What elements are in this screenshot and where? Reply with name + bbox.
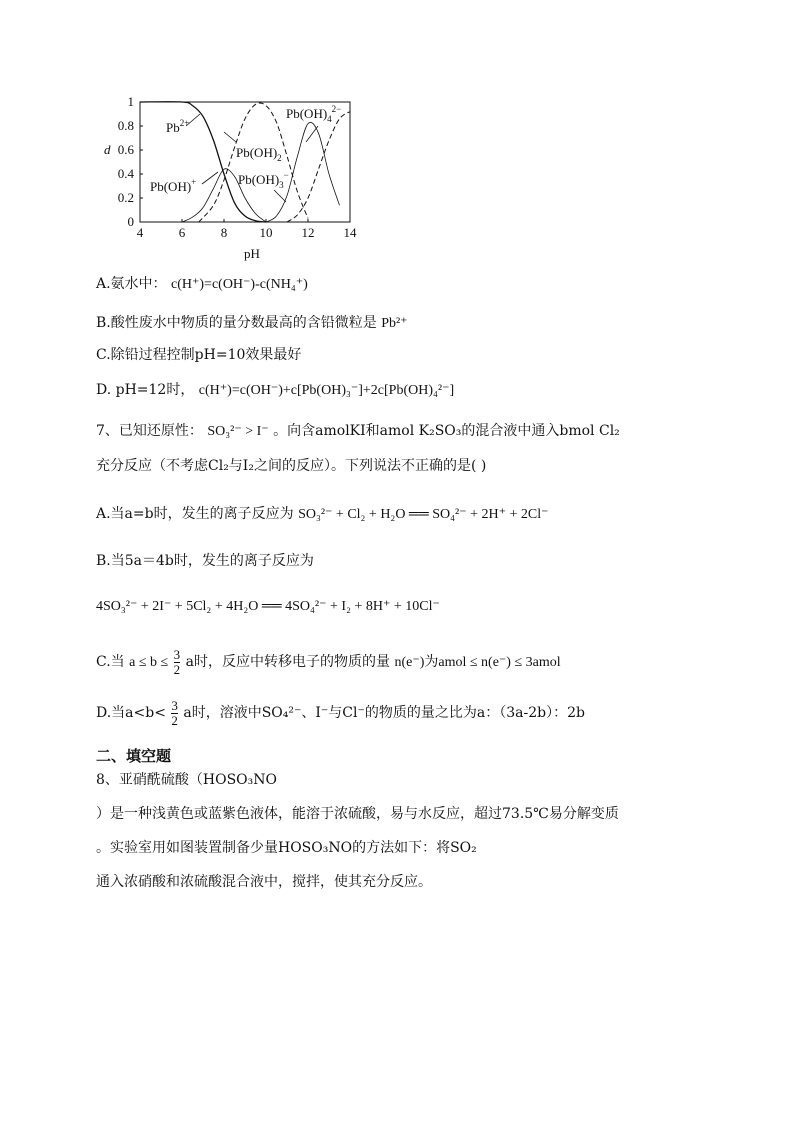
question-7-line-2 [96, 456, 486, 476]
question-8-line-3 [96, 838, 477, 858]
option-7b-text: B.当5a＝4b时，发生的离子反应为 [96, 553, 314, 569]
q7-stem: 充分反应（不考虑Cl₂与I₂之间的反应）。下列说法不正确的是( ) [96, 458, 487, 474]
option-7c-condition-left: a ≤ b ≤ [129, 655, 169, 670]
q8-line-1-text: 8、亚硝酰硫酸（HOSO₃NO [96, 772, 278, 788]
series-label: $Pb(OH)_4^{2-}$ [286, 104, 342, 124]
q8-line-3-text: 。实验室用如图装置制备少量HOSO₃NO的方法如下：将SO₂ [96, 840, 477, 856]
y-tick-label: 0.2 [117, 190, 134, 205]
option-6d-prefix: D. pH=12时， [96, 382, 195, 398]
question-8-line-1 [96, 770, 277, 790]
question-7-line-1 [96, 421, 620, 442]
question-8-line-4 [96, 872, 432, 892]
section-heading-fill-in [96, 746, 171, 766]
series-label-leader [274, 190, 286, 202]
option-7c-fraction [174, 648, 181, 677]
series-label: $Pb(OH)_2$ [236, 145, 282, 163]
q8-line-4-text: 通入浓硝酸和浓硫酸混合液中，搅拌，使其充分反应。 [96, 874, 432, 890]
series-label: $Pb(OH)_3^-$ [238, 170, 289, 190]
option-7d-fraction [171, 699, 178, 728]
option-6a-prefix: A.氨水中： [96, 276, 167, 292]
x-tick-label: 6 [178, 225, 186, 240]
y-tick-label: 0 [127, 214, 134, 229]
option-6d-equation: c(H⁺)=c(OH⁻)+c[Pb(OH)₃⁻]+2c[Pb(OH)₄²⁻] [198, 383, 455, 398]
x-tick-label: 10 [259, 225, 273, 240]
option-7d-prefix: D.当a<b< [96, 705, 166, 721]
series-label: $Pb^{2+}$ [166, 118, 190, 135]
section-heading-text: 二、填空题 [96, 747, 172, 765]
option-7d-rest: a时，溶液中SO₄²⁻、I⁻与Cl⁻的物质的量之比为a：（3a-2b）：2b [183, 705, 585, 721]
q7-intro: 7、已知还原性： [96, 423, 203, 439]
option-6a [96, 274, 308, 295]
option-6d [96, 380, 454, 401]
option-7d [96, 693, 585, 733]
series-line-pb2- [140, 102, 266, 222]
fraction-numerator: 3 [171, 697, 178, 713]
y-tick-label: 0.6 [117, 142, 134, 157]
option-7b-equation-line [96, 596, 440, 617]
series-label-leader [202, 172, 218, 184]
option-7a [96, 504, 549, 525]
series-label-leader [224, 132, 236, 142]
option-6a-equation: c(H⁺)=c(OH⁻)-c(NH₄⁺) [171, 277, 308, 292]
option-6c-text: C.除铅过程控制pH=10效果最好 [96, 347, 302, 363]
option-7b [96, 551, 314, 571]
series-label-leader [306, 126, 318, 142]
y-tick-label: 0.4 [117, 166, 134, 181]
option-7b-equation: 4SO₃²⁻ + 2I⁻ + 5Cl₂ + 4H₂O ══ 4SO₄²⁻ + I₂ + 8H⁺ + 10Cl⁻ [96, 599, 440, 614]
y-tick-label: 0.8 [117, 118, 134, 133]
option-7c [96, 642, 561, 683]
option-7c-condition-right: a时，反应中转移电子的物质的量 [185, 654, 390, 670]
option-6b [96, 313, 408, 334]
lead-species-distribution-chart [96, 92, 366, 262]
q8-line-2-text: ）是一种浅黄色或蓝紫色液体，能溶于浓硫酸，易与水反应，超过73.5℃易分解变质 [96, 806, 619, 822]
fraction-numerator: 3 [173, 646, 181, 662]
option-7a-equation: SO₃²⁻ + Cl₂ + H₂O ══ SO₄²⁻ + 2H⁺ + 2Cl⁻ [298, 507, 549, 522]
option-7c-prefix: C.当 [96, 654, 125, 670]
y-axis-label: d [104, 142, 111, 157]
option-7a-prefix: A.当a=b时，发生的离子反应为 [96, 506, 294, 522]
q7-intro-rest: 。向含amolKI和amol K₂SO₃的混合液中通入bmol Cl₂ [273, 423, 620, 439]
q7-reducibility: SO₃²⁻ > I⁻ [207, 424, 269, 439]
series-label: Pb(OH)+ [150, 177, 197, 194]
fraction-denominator: 2 [173, 661, 181, 677]
x-tick-label: 8 [220, 225, 228, 240]
y-tick-label: 1 [127, 94, 134, 109]
question-8-line-2 [96, 804, 619, 824]
option-6c [96, 345, 301, 365]
x-axis-label: pH [244, 246, 260, 261]
option-6b-species: Pb²⁺ [381, 316, 408, 331]
x-tick-label: 14 [343, 225, 357, 240]
fraction-denominator: 2 [171, 712, 178, 728]
x-tick-label: 4 [136, 225, 144, 240]
option-6b-text: B.酸性废水中物质的量分数最高的含铅微粒是 [96, 315, 377, 331]
series-line-pb-oh-42- [287, 112, 350, 222]
option-7c-range: n(e⁻)为amol ≤ n(e⁻) ≤ 3amol [394, 655, 561, 670]
x-tick-label: 12 [301, 225, 315, 240]
